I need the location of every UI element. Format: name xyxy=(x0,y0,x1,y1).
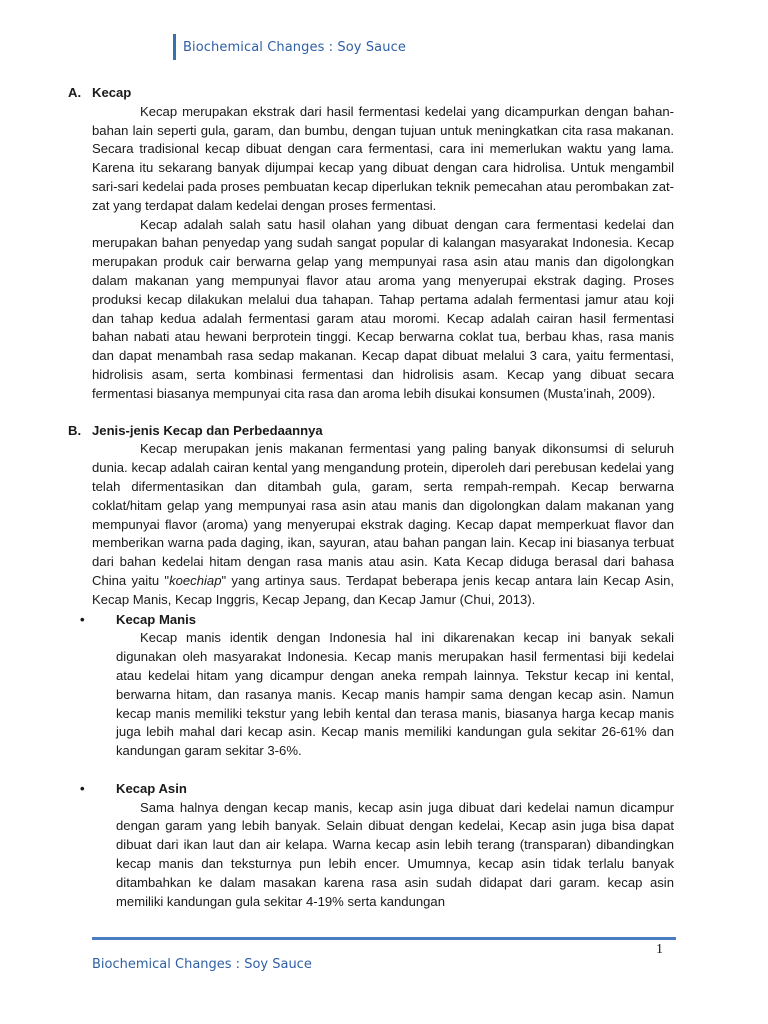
bullet-dot-icon: • xyxy=(80,780,85,796)
bullet-kecap-asin-heading xyxy=(80,780,674,799)
footer-title: Biochemical Changes : Soy Sauce xyxy=(92,957,312,972)
bullet-dot-icon: • xyxy=(80,611,85,627)
bullet-kecap-manis-text: Kecap manis identik dengan Indonesia hal ini dikarenakan kecap ini banyak sekali digunakan oleh masyarakat Indonesia. Kecap manis merupakan hasil fermentasi biji kedelai atau kedelai hitam yang dicampur dengan aneka rempah lainnya. Tekstur kecap ini kental, berwarna hitam, dan rasanya manis. Kecap manis hampir sama dengan kecap asin. Namun kecap manis memiliki tekstur yang lebih kental dan terasa manis, biasanya harga kecap manis juga lebih mahal dari kecap asin. Kecap manis memiliki kandungan gula sekitar 26-61% dan kandungan garam sekitar 3-6%. xyxy=(116,630,674,759)
koechiap-term: koechiap xyxy=(169,572,222,588)
section-b-text-after: " yang artinya saus. Terdapat beberapa jenis kecap antara lain Kecap Asin, Kecap Manis, Kecap Inggris, Kecap Jepang, dan Kecap Jamur (Chui, 2013). xyxy=(92,572,674,607)
footer-rule xyxy=(92,937,676,940)
section-a-paragraph-1: Kecap merupakan ekstrak dari hasil fermentasi kedelai yang dicampurkan dengan bahan-bahan lain seperti gula, garam, dan bumbu, dengan tujuan untuk meningkatkan cita rasa makanan. Secara tradisional kecap dibuat dengan cara fermentasi, cara ini memerlukan waktu yang lama. Karena itu sekarang banyak dijumpai kecap yang dibuat dengan cara hidrolisa. Untuk mengambil sari-sari kedelai pada proses pembuatan kecap diperlukan teknik pemecahan atau perombakan zat-zat yang terdapat dalam kedelai dengan proses fermentasi. xyxy=(92,103,674,213)
section-a-title: Kecap xyxy=(92,85,132,100)
bullet-kecap-asin-text: Sama halnya dengan kecap manis, kecap asin juga dibuat dari kedelai namun dicampur dengan garam yang lebih banyak. Selain dibuat dengan kedelai, Kecap asin juga bisa dapat dibuat dari ikan laut dan air kelapa. Warna kecap asin lebih terang (transparan) dibandingkan kecap manis dan teksturnya pun lebih encer. Umumnya, kecap asin tidak terlalu banyak ditambahkan ke dalam masakan karena rasa asin sudah didapat dari garam. kecap asin memiliki kandungan gula sekitar 4-19% serta kandungan xyxy=(116,799,674,909)
bullet-kecap-asin-body xyxy=(116,799,674,912)
section-a-paragraph-2: Kecap adalah salah satu hasil olahan yang dibuat dengan cara fermentasi kedelai dan merupakan bahan penyedap yang sudah sangat popular di kalangan masyarakat Indonesia. Kecap merupakan produk cair berwarna gelap yang mempunyai rasa asin atau manis dan digolongkan dalam makanan yang mempunyai flavor atau aroma yang menyerupai ekstrak daging. Proses produksi kecap dilakukan melalui dua tahapan. Tahap pertama adalah fermentasi jamur atau koji dan tahap kedua adalah fermentasi garam atau moromi. Kecap adalah cairan hasil fermentasi bahan nabati atau hewani berprotein tinggi. Kecap berwarna coklat tua, berbau khas, rasa manis dan dapat menambah rasa sedap makanan. Kecap dapat dibuat melalui 3 cara, yaitu fermentasi, hidrolisis asam, serta kombinasi fermentasi dan hidrolisis asam. Kecap yang dibuat secara fermentasi biasanya mempunyai cita rasa dan aroma lebih disukai konsumen (Musta’inah, 2009). xyxy=(92,216,674,401)
document-body xyxy=(68,84,674,911)
section-b-text-before: Kecap merupakan jenis makanan fermentasi yang paling banyak dikonsumsi di seluruh dunia. kecap adalah cairan kental yang mengandung protein, diperoleh dari perebusan kedelai yang telah difermentasikan dan ditambah gula, garam, serta rempah-rempah. Kecap berwarna coklat/hitam gelap yang mempunyai rasa asin atau manis dan digolongkan dalam makanan yang mempunyai flavor (aroma) yang menyerupai ekstrak daging. Kecap dapat memperkuat flavor dan memberikan warna pada daging, ikan, sayuran, atau bahan pangan lain. Kecap ini biasanya terbuat dari bahan kedelai hitam dengan rasa manis atau asin. Kata Kecap diduga berasal dari bahasa China yaitu " xyxy=(92,441,674,588)
header-title: Biochemical Changes : Soy Sauce xyxy=(183,39,406,55)
page-header xyxy=(173,34,406,60)
section-b-title: Jenis-jenis Kecap dan Perbedaannya xyxy=(92,422,323,438)
section-b-heading xyxy=(68,422,674,441)
section-b-letter: B. xyxy=(68,422,82,438)
bullet-kecap-manis-heading xyxy=(80,611,674,630)
bullet-kecap-asin-title: Kecap Asin xyxy=(116,780,187,796)
section-a-heading xyxy=(68,84,674,103)
bullet-kecap-manis-body xyxy=(116,629,674,761)
section-b-paragraph xyxy=(92,440,674,609)
bullet-kecap-manis-title: Kecap Manis xyxy=(116,611,197,627)
section-a-letter: A. xyxy=(68,85,82,100)
page-number: 1 xyxy=(656,942,663,957)
